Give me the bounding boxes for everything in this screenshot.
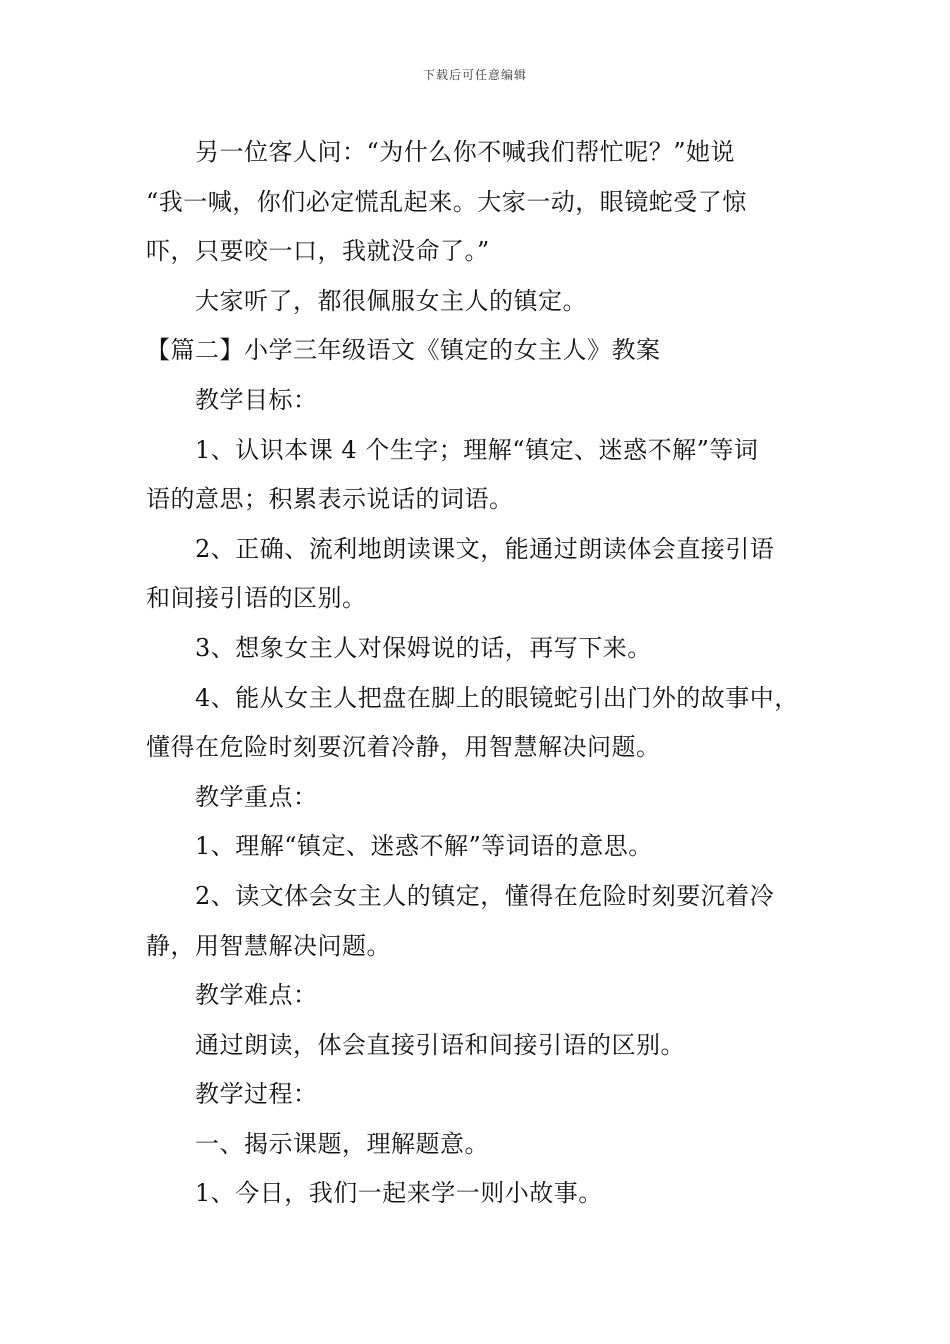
- subheading-teaching-process: 教学过程：: [195, 1080, 318, 1109]
- paragraph-line: “我一喊，你们必定慌乱起来。大家一动，眼镜蛇受了惊: [146, 187, 747, 216]
- subheading-key-points: 教学重点：: [195, 782, 318, 811]
- paragraph-line: 懂得在危险时刻要沉着冷静，用智慧解决问题。: [146, 733, 661, 762]
- paragraph-line: 通过朗读，体会直接引语和间接引语的区别。: [195, 1030, 685, 1059]
- paragraph-line: 静，用智慧解决问题。: [146, 931, 391, 960]
- paragraph-line: 1、理解“镇定、迷惑不解”等词语的意思。: [195, 832, 653, 861]
- paragraph-line: 2、读文体会女主人的镇定，懂得在危险时刻要沉着冷: [195, 881, 775, 910]
- paragraph-line: 大家听了，都很佩服女主人的镇定。: [195, 286, 587, 315]
- paragraph-line: 一、揭示课题，理解题意。: [195, 1129, 489, 1158]
- section-heading: 【篇二】小学三年级语文《镇定的女主人》教案: [146, 336, 661, 365]
- subheading-difficulties: 教学难点：: [195, 981, 318, 1010]
- subheading-teaching-goals: 教学目标：: [195, 385, 318, 414]
- paragraph-line: 2、正确、流利地朗读课文，能通过朗读体会直接引语: [195, 534, 775, 563]
- page-header: 下载后可任意编辑: [422, 68, 527, 82]
- paragraph-line: 1、认识本课 4 个生字；理解“镇定、迷惑不解”等词: [195, 435, 759, 464]
- paragraph-line: 吓，只要咬一口，我就没命了。”: [146, 237, 490, 266]
- paragraph-line: 另一位客人问：“为什么你不喊我们帮忙呢？”她说: [195, 138, 736, 166]
- document-body: [146, 128, 836, 1219]
- paragraph-line: 语的意思；积累表示说话的词语。: [146, 485, 514, 514]
- paragraph-line: 和间接引语的区别。: [146, 584, 367, 613]
- paragraph-line: 4、能从女主人把盘在脚上的眼镜蛇引出门外的故事中，: [195, 683, 799, 712]
- paragraph-line: 1、今日，我们一起来学一则小故事。: [195, 1179, 603, 1208]
- paragraph-line: 3、想象女主人对保姆说的话，再写下来。: [195, 633, 652, 662]
